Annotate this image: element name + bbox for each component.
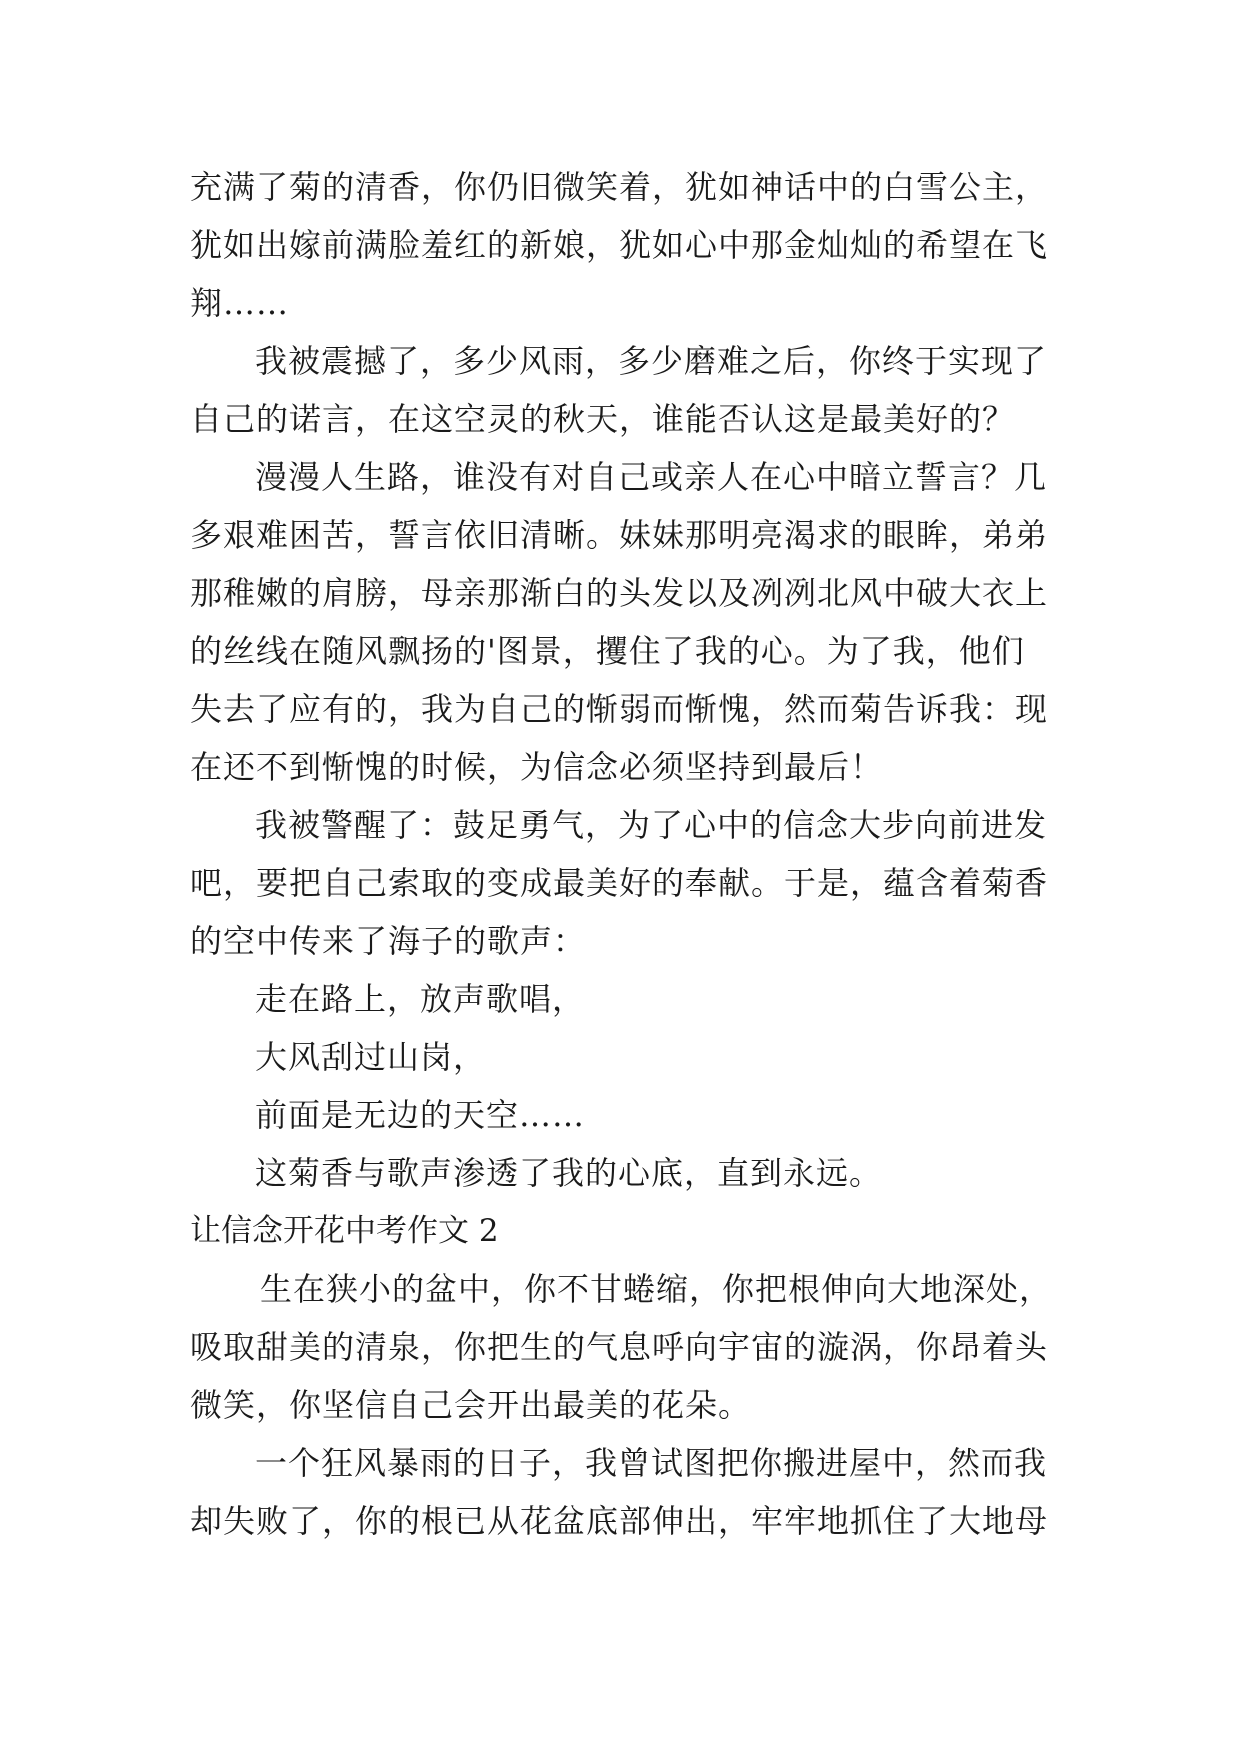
- text-line: 的空中传来了海子的歌声：: [190, 922, 587, 960]
- text-line: 的丝线在随风飘扬的'图景，攫住了我的心。为了我，他们: [190, 632, 1025, 670]
- text-line: 这菊香与歌声渗透了我的心底，直到永远。: [255, 1154, 883, 1192]
- text-line: 多艰难困苦，誓言依旧清晰。妹妹那明亮渴求的眼眸，弟弟: [190, 516, 1049, 554]
- text-line: 自己的诺言，在这空灵的秋天，谁能否认这是最美好的？: [190, 400, 1016, 438]
- text-line: 漫漫人生路，谁没有对自己或亲人在心中暗立誓言？几: [255, 458, 1048, 496]
- essay-title: 让信念开花中考作文 2: [190, 1213, 499, 1249]
- text-line: 在还不到惭愧的时候，为信念必须坚持到最后！: [190, 748, 884, 786]
- text-line: 我被震撼了，多少风雨，多少磨难之后，你终于实现了: [255, 342, 1048, 380]
- text-line: 吧，要把自己索取的变成最美好的奉献。于是，蕴含着菊香: [190, 864, 1049, 902]
- text-line: 微笑，你坚信自己会开出最美的花朵。: [190, 1386, 752, 1424]
- text-line: 生在狭小的盆中，你不甘蜷缩，你把根伸向大地深处，: [260, 1270, 1053, 1308]
- text-line: 一个狂风暴雨的日子，我曾试图把你搬进屋中，然而我: [255, 1444, 1048, 1482]
- text-line: 我被警醒了：鼓足勇气，为了心中的信念大步向前进发: [255, 806, 1048, 844]
- text-line: 充满了菊的清香，你仍旧微笑着，犹如神话中的白雪公主，: [190, 168, 1049, 206]
- text-line: 犹如出嫁前满脸羞红的新娘，犹如心中那金灿灿的希望在飞: [190, 226, 1049, 264]
- poem-line: 走在路上，放声歌唱，: [255, 980, 586, 1018]
- text-line: 吸取甜美的清泉，你把生的气息呼向宇宙的漩涡，你昂着头: [190, 1328, 1049, 1366]
- poem-line: 大风刮过山岗，: [255, 1038, 487, 1076]
- essay-body: [190, 158, 1058, 1550]
- text-line: 翔……: [190, 284, 290, 322]
- text-line: 却失败了，你的根已从花盆底部伸出，牢牢地抓住了大地母: [190, 1502, 1049, 1540]
- text-line: 失去了应有的，我为自己的惭弱而惭愧，然而菊告诉我：现: [190, 690, 1049, 728]
- poem-line: 前面是无边的天空……: [255, 1096, 586, 1134]
- text-line: 那稚嫩的肩膀，母亲那渐白的头发以及冽冽北风中破大衣上: [190, 574, 1049, 612]
